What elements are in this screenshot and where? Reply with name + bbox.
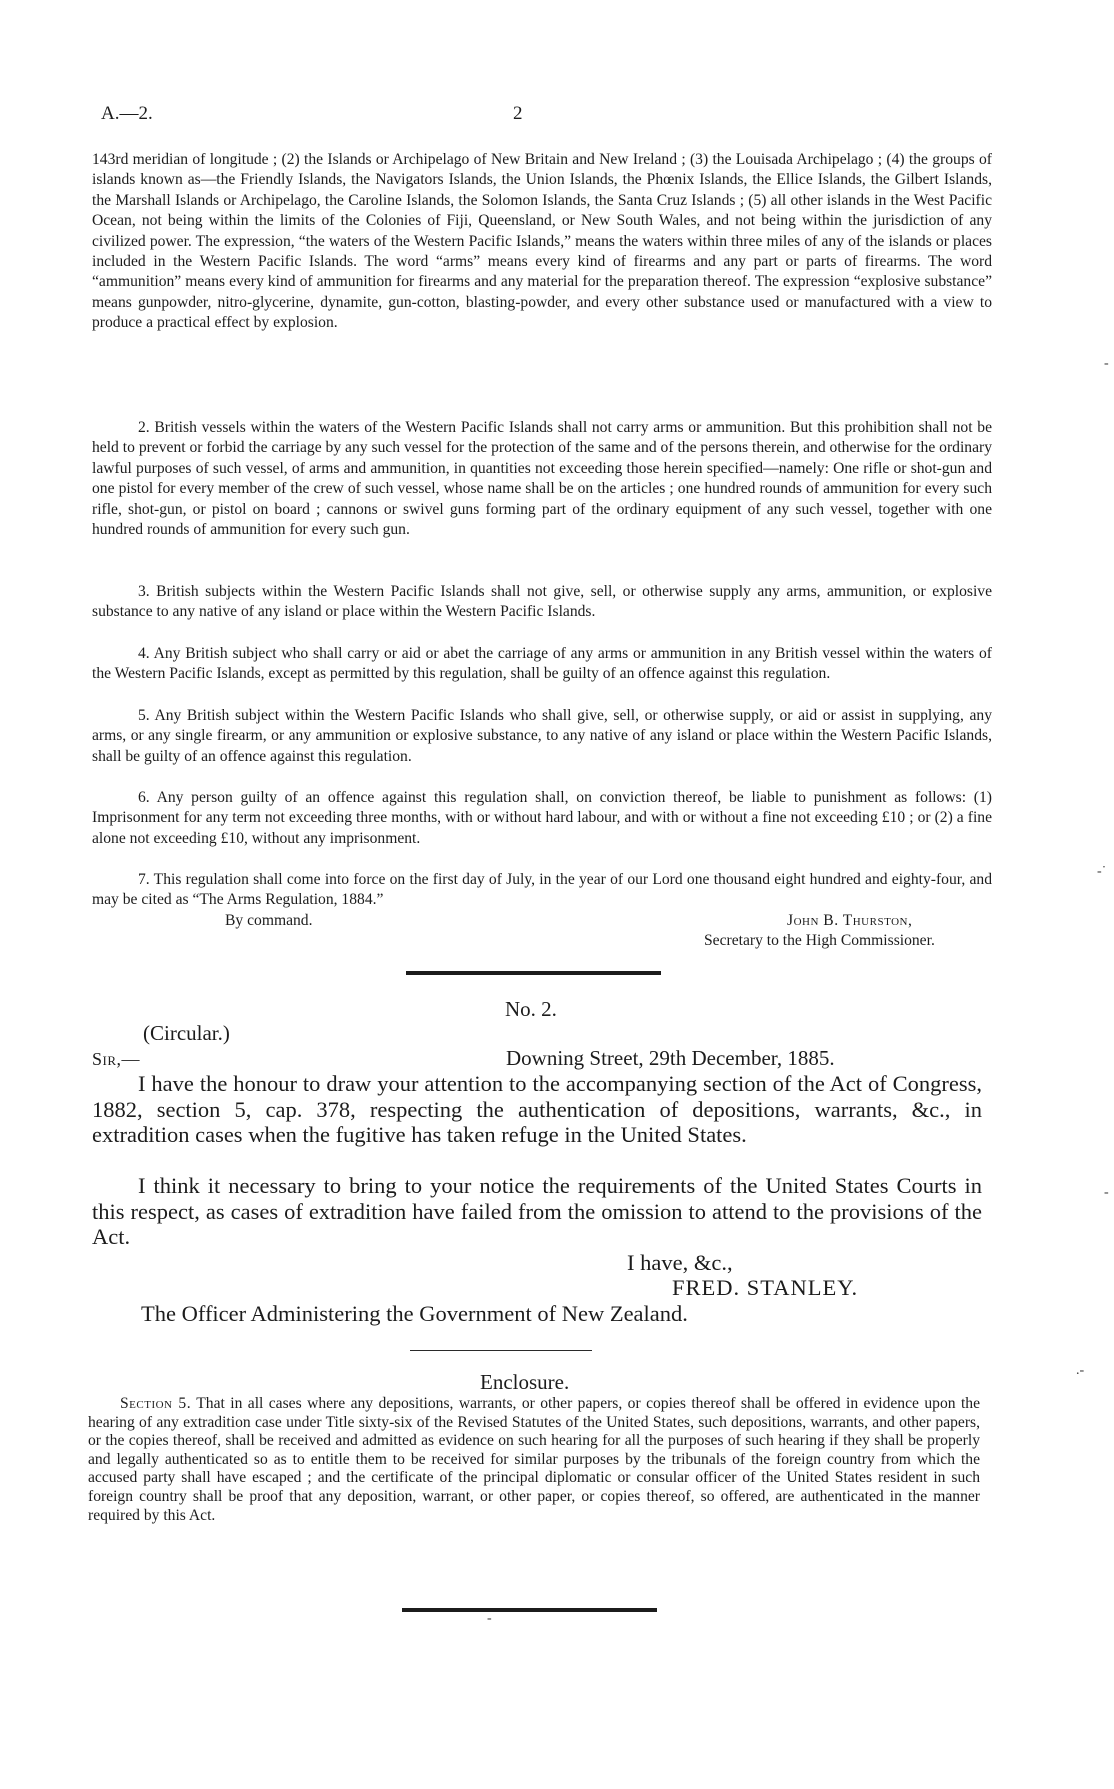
letter-number: No. 2. [505, 997, 557, 1021]
page-number: 2 [513, 103, 523, 124]
margin-mark: - [487, 1611, 492, 1626]
margin-mark: - [1104, 356, 1109, 371]
letter-signature: FRED. STANLEY. [672, 1275, 859, 1300]
margin-mark: - [1104, 1185, 1109, 1200]
regulation-clause-5: 5. Any British subject within the Western Pacific Islands who shall give, sell, or otherwise supply, or aid or assist in supplying, any arms, or any single firearm, or any ammunition or explosive substance, to any native of any island or place within the Western Pacific Islands, shall be guilty of an offence against this regulation. [92, 707, 992, 765]
letter-closing: I have, &c., [627, 1250, 733, 1275]
regulation-clause-4: 4. Any British subject who shall carry or aid or abet the carriage of any arms or ammunition in any British vessel within the waters of the Western Pacific Islands, except as permitted by this regulation, shall be guilty of an offence against this regulation. [92, 645, 992, 683]
closing-divider [402, 1608, 657, 1612]
signatory-name: John B. Thurston, [787, 912, 913, 929]
regulation-clause-7: 7. This regulation shall come into force on the first day of July, in the year of our Lord one thousand eight hundred and eighty-four, and may be cited as “The Arms Regulation, 1884.” [92, 871, 992, 909]
enclosure-section-text: That in all cases where any depositions, warrants, or other papers, or copies thereof shall be offered in evidence upon the hearing of any extradition case under Title sixty-six of the Revised Statutes of the United States, such depositions, warrants, and other papers, or the copies thereof, shall be received and admitted as evidence on such hearing for all the purposes of such hearing if they shall be properly and legally authenticated so as to entitle them to be received for similar purposes by the tribunals of the foreign country from which the accused party shall have escaped ; and the certificate of the principal diplomatic or consular officer of the United States resident in such foreign country shall be proof that any deposition, warrant, or other paper, or copies thereof, so offered, are authenticated in the manner required by this Act. [88, 1395, 980, 1524]
letter-paragraph-2: I think it necessary to bring to your notice the requirements of the United States Courts in this respect, as cases of extradition have failed from the omission to attend to the provisions of the Act. [92, 1173, 982, 1249]
signatory-title: Secretary to the High Commissioner. [704, 932, 935, 949]
margin-mark: -˙ [1097, 864, 1107, 879]
by-command: By command. [225, 912, 313, 929]
salutation: Sir,— [92, 1049, 141, 1069]
enclosure-divider [410, 1350, 592, 1351]
letter-paragraph-1: I have the honour to draw your attention to the accompanying section of the Act of Congress, 1882, section 5, cap. 378, respecting the authentication of depositions, warrants, &c., in extradition cases when the fugitive has taken refuge in the United States. [92, 1071, 982, 1147]
regulation-clause-3: 3. British subjects within the Western Pacific Islands shall not give, sell, or otherwise supply any arms, ammunition, or explosive substance to any native of any island or place within the Western Pacific Islands. [92, 583, 992, 621]
letter-addressee: The Officer Administering the Government of New Zealand. [141, 1301, 688, 1326]
regulation-clause-2: 2. British vessels within the waters of the Western Pacific Islands shall not carry arms or ammunition. But this prohibition shall not be held to prevent or forbid the carriage by any such vessel for the protection of the same and of the persons therein, and otherwise for the ordinary lawful purposes of such vessel, of arms and ammunition, in quantities not exceeding those herein specified—namely: One rifle or shot-gun and one pistol for every member of the crew of such vessel, whose name shall be on the articles ; one hundred rounds of ammunition for every such rifle, shot-gun, or pistol on board ; cannons or swivel guns forming part of the ordinary equipment of any such vessel, together with one hundred rounds of ammunition for every such gun. [92, 419, 992, 539]
enclosure-section-label: Section 5. [120, 1395, 192, 1412]
regulation-clause-6: 6. Any person guilty of an offence against this regulation shall, on conviction thereof, be liable to punishment as follows: (1) Imprisonment for any term not exceeding three months, with or without hard labour, and with or without a fine not exceeding £10 ; or (2) a fine alone not exceeding £10, without any imprisonment. [92, 789, 992, 847]
letter-place-date: Downing Street, 29th December, 1885. [506, 1046, 835, 1070]
margin-mark: .- [1076, 1363, 1085, 1378]
section-divider [406, 971, 661, 975]
circular-label: (Circular.) [143, 1021, 230, 1045]
enclosure-section-5 [88, 1395, 980, 1525]
page-header-reference: A.—2. [101, 103, 153, 124]
regulation-definitions-paragraph: 143rd meridian of longitude ; (2) the Islands or Archipelago of New Britain and New Ireland ; (3) the Louisada Archipelago ; (4) the groups of islands known as—the Friendly Islands, the Navigators Islands, the Union Islands, the Phœnix Islands, the Ellice Islands, the Gilbert Islands, the Marshall Islands or Archipelago, the Caroline Islands, the Solomon Islands, the Santa Cruz Islands ; (5) all other islands in the West Pacific Ocean, not being within the limits of the Colonies of Fiji, Queensland, or New South Wales, and not being within the jurisdiction of any civilized power. The expression, “the waters of the Western Pacific Islands,” means the waters within three miles of any of the islands or places included in the Western Pacific Islands. The word “arms” means every kind of firearms and any part or parts of firearms. The word “ammunition” means every kind of ammunition for firearms and any material for the preparation thereof. The expression “explosive substance” means gunpowder, nitro-glycerine, dynamite, gun-cotton, blasting-powder, and every other substance used or manufactured with a view to produce a practical effect by explosion. [92, 151, 992, 332]
enclosure-title: Enclosure. [480, 1370, 570, 1394]
